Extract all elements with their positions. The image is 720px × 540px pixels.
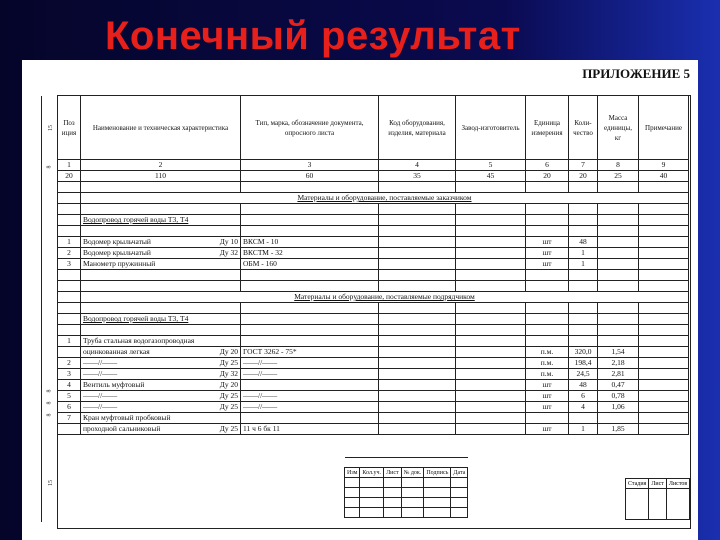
table-cell (456, 259, 526, 270)
table-cell (379, 369, 456, 380)
table-cell (639, 237, 689, 248)
table-cell (598, 215, 639, 226)
table-cell (81, 413, 241, 424)
table-cell (379, 325, 456, 336)
item-diameter: Ду 20 (219, 347, 238, 356)
table-cell: ВКСТМ - 32 (241, 248, 379, 259)
table-cell (58, 314, 81, 325)
table-cell (526, 270, 569, 281)
table-cell (58, 226, 81, 237)
table-cell (81, 402, 241, 413)
table-cell (456, 248, 526, 259)
table-cell (379, 204, 456, 215)
table-cell: 2 (81, 160, 241, 171)
table-cell: Лист (649, 479, 667, 489)
header-cell: Завод-изготовитель (456, 96, 526, 160)
table-cell (639, 325, 689, 336)
table-cell: 2,81 (598, 369, 639, 380)
table-cell (379, 270, 456, 281)
table-cell (81, 380, 241, 391)
table-cell (379, 215, 456, 226)
table-cell: шт (526, 424, 569, 435)
table-cell: 2,18 (598, 358, 639, 369)
item-diameter: Ду 25 (219, 402, 238, 411)
table-cell (526, 314, 569, 325)
header-cell: Наименование и техническая характеристика (81, 96, 241, 160)
section-heading: Материалы и оборудование, поставляемые подрядчиком (294, 292, 475, 301)
table-cell (456, 270, 526, 281)
table-cell: 5 (456, 160, 526, 171)
table-cell (379, 248, 456, 259)
column-width-row (58, 171, 689, 182)
header-cell: Примечание (639, 96, 689, 160)
table-cell (379, 424, 456, 435)
table-cell (81, 248, 241, 259)
table-cell: 60 (241, 171, 379, 182)
sheet-info-block (625, 478, 690, 520)
table-cell (379, 314, 456, 325)
table-cell (456, 358, 526, 369)
table-cell: 0,47 (598, 380, 639, 391)
item-row (58, 259, 689, 270)
subsection-row (58, 314, 689, 325)
table-cell (639, 336, 689, 347)
table-cell (569, 325, 598, 336)
table-cell: п.м. (526, 369, 569, 380)
table-cell (241, 314, 379, 325)
table-cell: Дата (451, 468, 468, 478)
table-cell: 7 (58, 413, 81, 424)
item-name: проходной сальниковый (83, 424, 161, 433)
item-row (58, 248, 689, 259)
item-name: ——//—— (83, 358, 118, 367)
table-cell (379, 336, 456, 347)
item-name: Водомер крыльчатый (83, 248, 151, 257)
table-cell: 11 ч 6 бк 11 (241, 424, 379, 435)
table-cell (526, 303, 569, 314)
table-cell (456, 424, 526, 435)
table-cell: шт (526, 237, 569, 248)
table-cell (58, 325, 81, 336)
table-cell (569, 182, 598, 193)
table-cell: ГОСТ 3262 - 75* (241, 347, 379, 358)
table-cell (456, 391, 526, 402)
table-cell (241, 215, 379, 226)
table-cell: шт (526, 259, 569, 270)
dim-label: 15 (48, 125, 54, 131)
table-cell (639, 270, 689, 281)
table-cell (526, 325, 569, 336)
item-diameter: Ду 20 (219, 380, 238, 389)
table-cell (456, 347, 526, 358)
item-name: ——//—— (83, 402, 118, 411)
table-cell (241, 380, 379, 391)
table-cell: 3 (58, 259, 81, 270)
item-diameter: Ду 25 (219, 358, 238, 367)
table-cell (598, 336, 639, 347)
header-cell: Единица измерения (526, 96, 569, 160)
table-cell (639, 424, 689, 435)
table-cell (569, 204, 598, 215)
dimension-line (41, 96, 42, 522)
table-cell: 0,78 (598, 391, 639, 402)
subsection-heading: Водопровод горячей воды Т3, Т4 (83, 215, 189, 224)
table-cell (379, 413, 456, 424)
item-name: Водомер крыльчатый (83, 237, 151, 246)
table-cell: 1 (58, 160, 81, 171)
item-name: Труба стальная водогазопроводная (83, 336, 195, 345)
table-cell: 24,5 (569, 369, 598, 380)
table-cell: 2 (58, 358, 81, 369)
table-cell (639, 248, 689, 259)
item-row (58, 402, 689, 413)
item-diameter: Ду 32 (219, 248, 238, 257)
table-cell: ОБМ - 160 (241, 259, 379, 270)
table-cell (639, 259, 689, 270)
item-name: Манометр пружинный (83, 259, 156, 268)
table-cell: 4 (379, 160, 456, 171)
table-cell (379, 182, 456, 193)
table-cell (379, 237, 456, 248)
table-cell (58, 347, 81, 358)
table-row (58, 303, 689, 314)
table-cell: ——//—— (241, 391, 379, 402)
table-cell (639, 358, 689, 369)
table-cell (241, 303, 379, 314)
table-cell: ВКСМ - 10 (241, 237, 379, 248)
table-cell (58, 281, 81, 292)
header-cell: Масса единицы, кг (598, 96, 639, 160)
section-heading: Материалы и оборудование, поставляемые заказчиком (297, 193, 472, 202)
table-cell: Стадия (626, 479, 649, 489)
table-cell (241, 226, 379, 237)
table-cell (81, 314, 241, 325)
header-cell: Тип, марка, обозначение документа, опросного листа (241, 96, 379, 160)
table-cell: 20 (58, 171, 81, 182)
table-cell (639, 402, 689, 413)
table-cell (81, 215, 241, 226)
table-cell (81, 391, 241, 402)
table-cell: ——//—— (241, 358, 379, 369)
item-row (58, 237, 689, 248)
table-cell (241, 204, 379, 215)
table-cell (456, 281, 526, 292)
table-cell (598, 226, 639, 237)
table-cell (81, 369, 241, 380)
appendix-label: ПРИЛОЖЕНИЕ 5 (582, 66, 690, 81)
table-cell (81, 303, 241, 314)
table-cell (81, 226, 241, 237)
table-cell (639, 380, 689, 391)
table-cell (241, 325, 379, 336)
table-cell (569, 270, 598, 281)
table-cell (81, 270, 241, 281)
subsection-row (58, 215, 689, 226)
table-cell: 1 (569, 424, 598, 435)
table-cell: 5 (58, 391, 81, 402)
item-diameter: Ду 25 (219, 424, 238, 433)
header-cell: Коли-чество (569, 96, 598, 160)
table-cell: 4 (58, 380, 81, 391)
table-cell (58, 303, 81, 314)
table-cell (81, 237, 241, 248)
table-cell (81, 347, 241, 358)
table-row (58, 226, 689, 237)
item-row (58, 369, 689, 380)
item-diameter: Ду 25 (219, 391, 238, 400)
table-cell (456, 182, 526, 193)
table-cell (379, 303, 456, 314)
table-cell (241, 182, 379, 193)
table-cell: шт (526, 248, 569, 259)
table-cell (639, 303, 689, 314)
table-cell (379, 380, 456, 391)
table-cell: ——//—— (241, 369, 379, 380)
table-cell (569, 314, 598, 325)
table-cell: 9 (639, 160, 689, 171)
table-cell (456, 325, 526, 336)
item-row (58, 424, 689, 435)
table-cell (58, 424, 81, 435)
table-cell (81, 336, 241, 347)
table-cell (639, 369, 689, 380)
table-cell (81, 325, 241, 336)
dim-label: 15 (48, 480, 54, 486)
table-cell (58, 270, 81, 281)
column-number-row (58, 160, 689, 171)
table-cell (598, 204, 639, 215)
table-cell (456, 204, 526, 215)
table-cell (526, 281, 569, 292)
dim-label: 8 (46, 413, 53, 417)
table-cell (598, 314, 639, 325)
table-cell: 3 (58, 369, 81, 380)
table-cell (639, 314, 689, 325)
table-cell (379, 259, 456, 270)
table-cell: 1,85 (598, 424, 639, 435)
table-cell (241, 413, 379, 424)
table-cell: 6 (58, 402, 81, 413)
table-cell: 48 (569, 237, 598, 248)
item-row (58, 413, 689, 424)
table-cell (456, 303, 526, 314)
table-cell (241, 281, 379, 292)
table-cell (569, 336, 598, 347)
table-cell (81, 182, 241, 193)
table-cell: шт (526, 380, 569, 391)
table-cell (569, 215, 598, 226)
table-cell (58, 204, 81, 215)
table-row (58, 270, 689, 281)
item-name: Кран муфтовый пробковый (83, 413, 171, 422)
table-cell: Изм (345, 468, 360, 478)
table-cell (456, 402, 526, 413)
table-cell: 4 (569, 402, 598, 413)
table-cell (639, 391, 689, 402)
item-row (58, 347, 689, 358)
table-row (58, 182, 689, 193)
table-cell: 1,06 (598, 402, 639, 413)
table-cell: 35 (379, 171, 456, 182)
table-cell (639, 204, 689, 215)
dim-label: 8 (46, 165, 53, 169)
table-cell (58, 193, 81, 204)
table-cell (379, 358, 456, 369)
table-cell (569, 226, 598, 237)
table-cell (379, 281, 456, 292)
table-cell (58, 215, 81, 226)
table-cell: шт (526, 391, 569, 402)
table-cell (456, 380, 526, 391)
table-cell: 8 (598, 160, 639, 171)
table-cell: Лист (384, 468, 402, 478)
table-cell: 110 (81, 171, 241, 182)
table-cell (81, 204, 241, 215)
table-cell: 40 (639, 171, 689, 182)
section-heading-row (58, 292, 689, 303)
table-cell: 7 (569, 160, 598, 171)
title-block (344, 457, 468, 518)
table-cell (456, 237, 526, 248)
table-cell (598, 270, 639, 281)
table-cell (569, 303, 598, 314)
table-cell (569, 281, 598, 292)
table-cell (598, 259, 639, 270)
item-diameter: Ду 32 (219, 369, 238, 378)
table-cell: 320,0 (569, 347, 598, 358)
section-heading-row (58, 193, 689, 204)
table-cell: Подпись (424, 468, 451, 478)
table-cell (456, 369, 526, 380)
item-name: ——//—— (83, 391, 118, 400)
table-cell (58, 292, 81, 303)
header-cell: Код оборудования, изделия, материала (379, 96, 456, 160)
table-cell: 25 (598, 171, 639, 182)
item-name: Вентиль муфтовый (83, 380, 145, 389)
table-cell: 1 (58, 336, 81, 347)
table-cell: 1,54 (598, 347, 639, 358)
dim-label: 8 (46, 389, 53, 393)
table-cell: 1 (569, 259, 598, 270)
table-cell: 1 (569, 248, 598, 259)
table-cell (526, 336, 569, 347)
table-cell: 20 (569, 171, 598, 182)
document-sheet (22, 60, 698, 540)
table-cell: 48 (569, 380, 598, 391)
item-name: ——//—— (83, 369, 118, 378)
subsection-heading: Водопровод горячей воды Т3, Т4 (83, 314, 189, 323)
table-cell (526, 215, 569, 226)
table-cell (81, 424, 241, 435)
table-cell (241, 270, 379, 281)
slide-title: Конечный результат (105, 14, 521, 58)
table-cell: п.м. (526, 347, 569, 358)
table-cell (526, 226, 569, 237)
table-cell (598, 248, 639, 259)
table-cell: 6 (569, 391, 598, 402)
table-cell (81, 281, 241, 292)
table-cell (639, 215, 689, 226)
table-row (58, 281, 689, 292)
table-cell: 198,4 (569, 358, 598, 369)
item-row (58, 336, 689, 347)
table-cell (456, 314, 526, 325)
table-cell (456, 226, 526, 237)
dim-label: 8 (46, 401, 53, 405)
table-cell (598, 237, 639, 248)
table-cell: № док. (401, 468, 424, 478)
table-cell (639, 182, 689, 193)
table-cell: Кол.уч. (360, 468, 384, 478)
table-cell (569, 413, 598, 424)
table-cell: шт (526, 402, 569, 413)
table-cell (81, 259, 241, 270)
table-cell: 45 (456, 171, 526, 182)
table-cell (241, 336, 379, 347)
table-row (58, 325, 689, 336)
specification-table (57, 95, 689, 435)
table-cell (598, 281, 639, 292)
item-name: оцинкованная легкая (83, 347, 150, 356)
table-cell (526, 182, 569, 193)
table-cell: Листов (666, 479, 689, 489)
table-cell: 6 (526, 160, 569, 171)
table-cell: 1 (58, 237, 81, 248)
item-row (58, 380, 689, 391)
table-cell (456, 336, 526, 347)
table-cell (58, 182, 81, 193)
table-cell (598, 182, 639, 193)
header-row (58, 96, 689, 160)
table-cell (639, 281, 689, 292)
table-cell (639, 413, 689, 424)
table-cell (456, 413, 526, 424)
table-cell (379, 226, 456, 237)
table-row (58, 204, 689, 215)
item-row (58, 391, 689, 402)
table-cell (379, 391, 456, 402)
table-cell: 20 (526, 171, 569, 182)
item-row (58, 358, 689, 369)
table-cell (526, 204, 569, 215)
table-cell (639, 347, 689, 358)
table-cell (81, 292, 689, 303)
table-cell (379, 402, 456, 413)
item-diameter: Ду 10 (219, 237, 238, 246)
table-cell (639, 226, 689, 237)
table-cell (81, 358, 241, 369)
table-cell: ——//—— (241, 402, 379, 413)
table-cell: п.м. (526, 358, 569, 369)
table-cell (598, 303, 639, 314)
table-cell (379, 347, 456, 358)
table-cell (81, 193, 689, 204)
table-cell (598, 325, 639, 336)
header-cell: Поз иция (58, 96, 81, 160)
table-cell: 2 (58, 248, 81, 259)
table-cell (526, 413, 569, 424)
table-cell: 3 (241, 160, 379, 171)
table-cell (598, 413, 639, 424)
table-cell (456, 215, 526, 226)
